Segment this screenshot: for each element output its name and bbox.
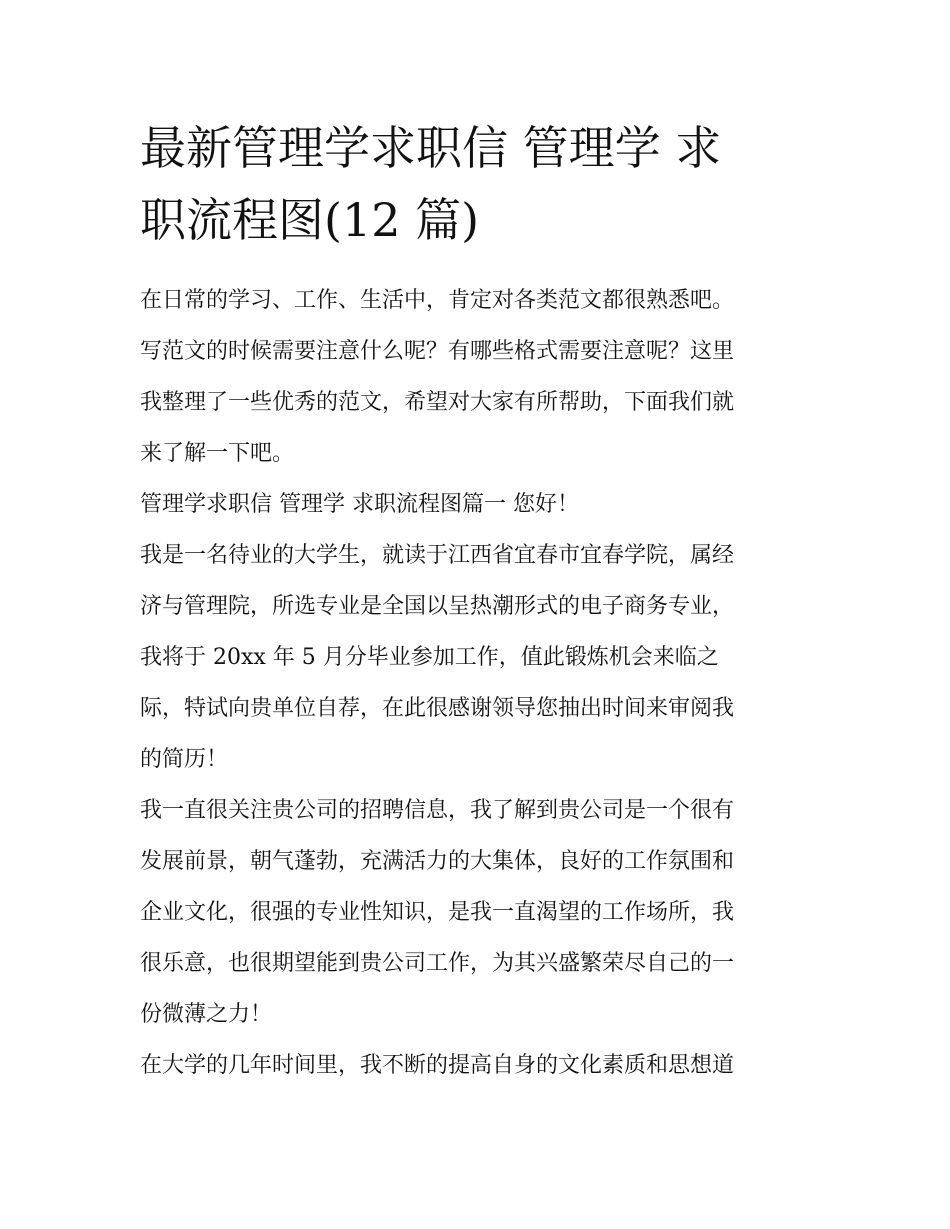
text-line: 际，特试向贵单位自荐，在此很感谢领导您抽出时间来审阅我: [140, 696, 735, 721]
document-title: [140, 112, 820, 256]
title-line-1: 最新管理学求职信 管理学 求: [140, 121, 722, 175]
text-line: 我整理了一些优秀的范文，希望对大家有所帮助，下面我们就: [140, 390, 735, 415]
text-line: 济与管理院，所选专业是全国以呈热潮形式的电子商务专业，: [140, 594, 735, 619]
title-line-2: 职流程图(12 篇): [140, 193, 480, 247]
text-line: 我是一名待业的大学生，就读于江西省宜春市宜春学院，属经: [140, 543, 735, 568]
text-line: 份微薄之力！: [140, 1002, 273, 1027]
text-line: 在大学的几年时间里，我不断的提高自身的文化素质和思想道: [140, 1053, 735, 1078]
text-line: 我一直很关注贵公司的招聘信息，我了解到贵公司是一个很有: [140, 798, 735, 823]
text-line: 的简历！: [140, 747, 229, 772]
text-line: 发展前景，朝气蓬勃，充满活力的大集体，良好的工作氛围和: [140, 849, 735, 874]
document-body: [140, 275, 830, 1091]
text-line: 很乐意，也很期望能到贵公司工作，为其兴盛繁荣尽自己的一: [140, 951, 735, 976]
text-line: 写范文的时候需要注意什么呢？有哪些格式需要注意呢？这里: [140, 339, 735, 364]
text-line: 在日常的学习、工作、生活中，肯定对各类范文都很熟悉吧。: [140, 288, 735, 313]
text-line: 来了解一下吧。: [140, 441, 295, 466]
text-line: 企业文化，很强的专业性知识，是我一直渴望的工作场所，我: [140, 900, 735, 925]
section-heading-line: 管理学求职信 管理学 求职流程图篇一 您好！: [140, 492, 579, 517]
text-line: 我将于 20xx 年 5 月分毕业参加工作，值此锻炼机会来临之: [140, 645, 719, 670]
